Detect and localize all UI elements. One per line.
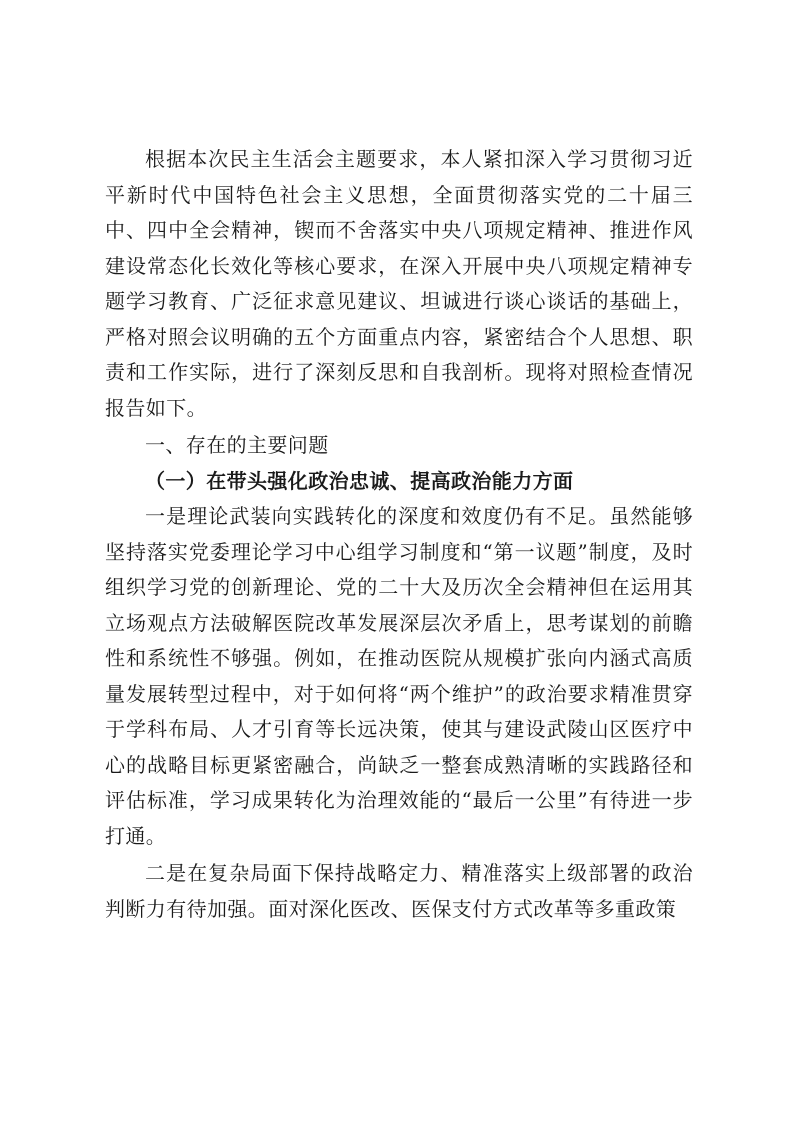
intro-paragraph: 根据本次民主生活会主题要求，本人紧扣深入学习贯彻习近平新时代中国特色社会主义思想，全面贯彻落实党的二十届三中、四中全会精神，锲而不舍落实中央八项规定精神、推进作风建设常态化长效化等核心要求，在深入开展中央八项规定精神专题学习教育、广泛征求意见建议、坦诚进行谈心谈话的基础上，严格对照会议明确的五个方面重点内容，紧密结合个人思想、职责和工作实际，进行了深刻反思和自我剖析。现将对照检查情况报告如下。: [105, 147, 693, 420]
document-page: [105, 142, 693, 927]
subsection-heading: （一）在带头强化政治忠诚、提高政治能力方面: [145, 468, 574, 493]
point-one-paragraph: 一是理论武装向实践转化的深度和效度仍有不足。虽然能够坚持落实党委理论学习中心组学习制度和“第一议题”制度，及时组织学习党的创新理论、党的二十大及历次全会精神但在运用其立场观点方法破解医院改革发展深层次矛盾上，思考谋划的前瞻性和系统性不够强。例如，在推动医院从规模扩张向内涵式高质量发展转型过程中，对于如何将“两个维护”的政治要求精准贯穿于学科布局、人才引育等长远决策，使其与建设武陵山区医疗中心的战略目标更紧密融合，尚缺乏一整套成熟清晰的实践路径和评估标准，学习成果转化为治理效能的“最后一公里”有待进一步打通。: [105, 504, 693, 848]
point-two-paragraph: 二是在复杂局面下保持战略定力、精准落实上级部署的政治判断力有待加强。面对深化医改、医保支付方式改革等多重政策: [105, 861, 693, 921]
section-heading: 一、存在的主要问题: [145, 433, 329, 457]
